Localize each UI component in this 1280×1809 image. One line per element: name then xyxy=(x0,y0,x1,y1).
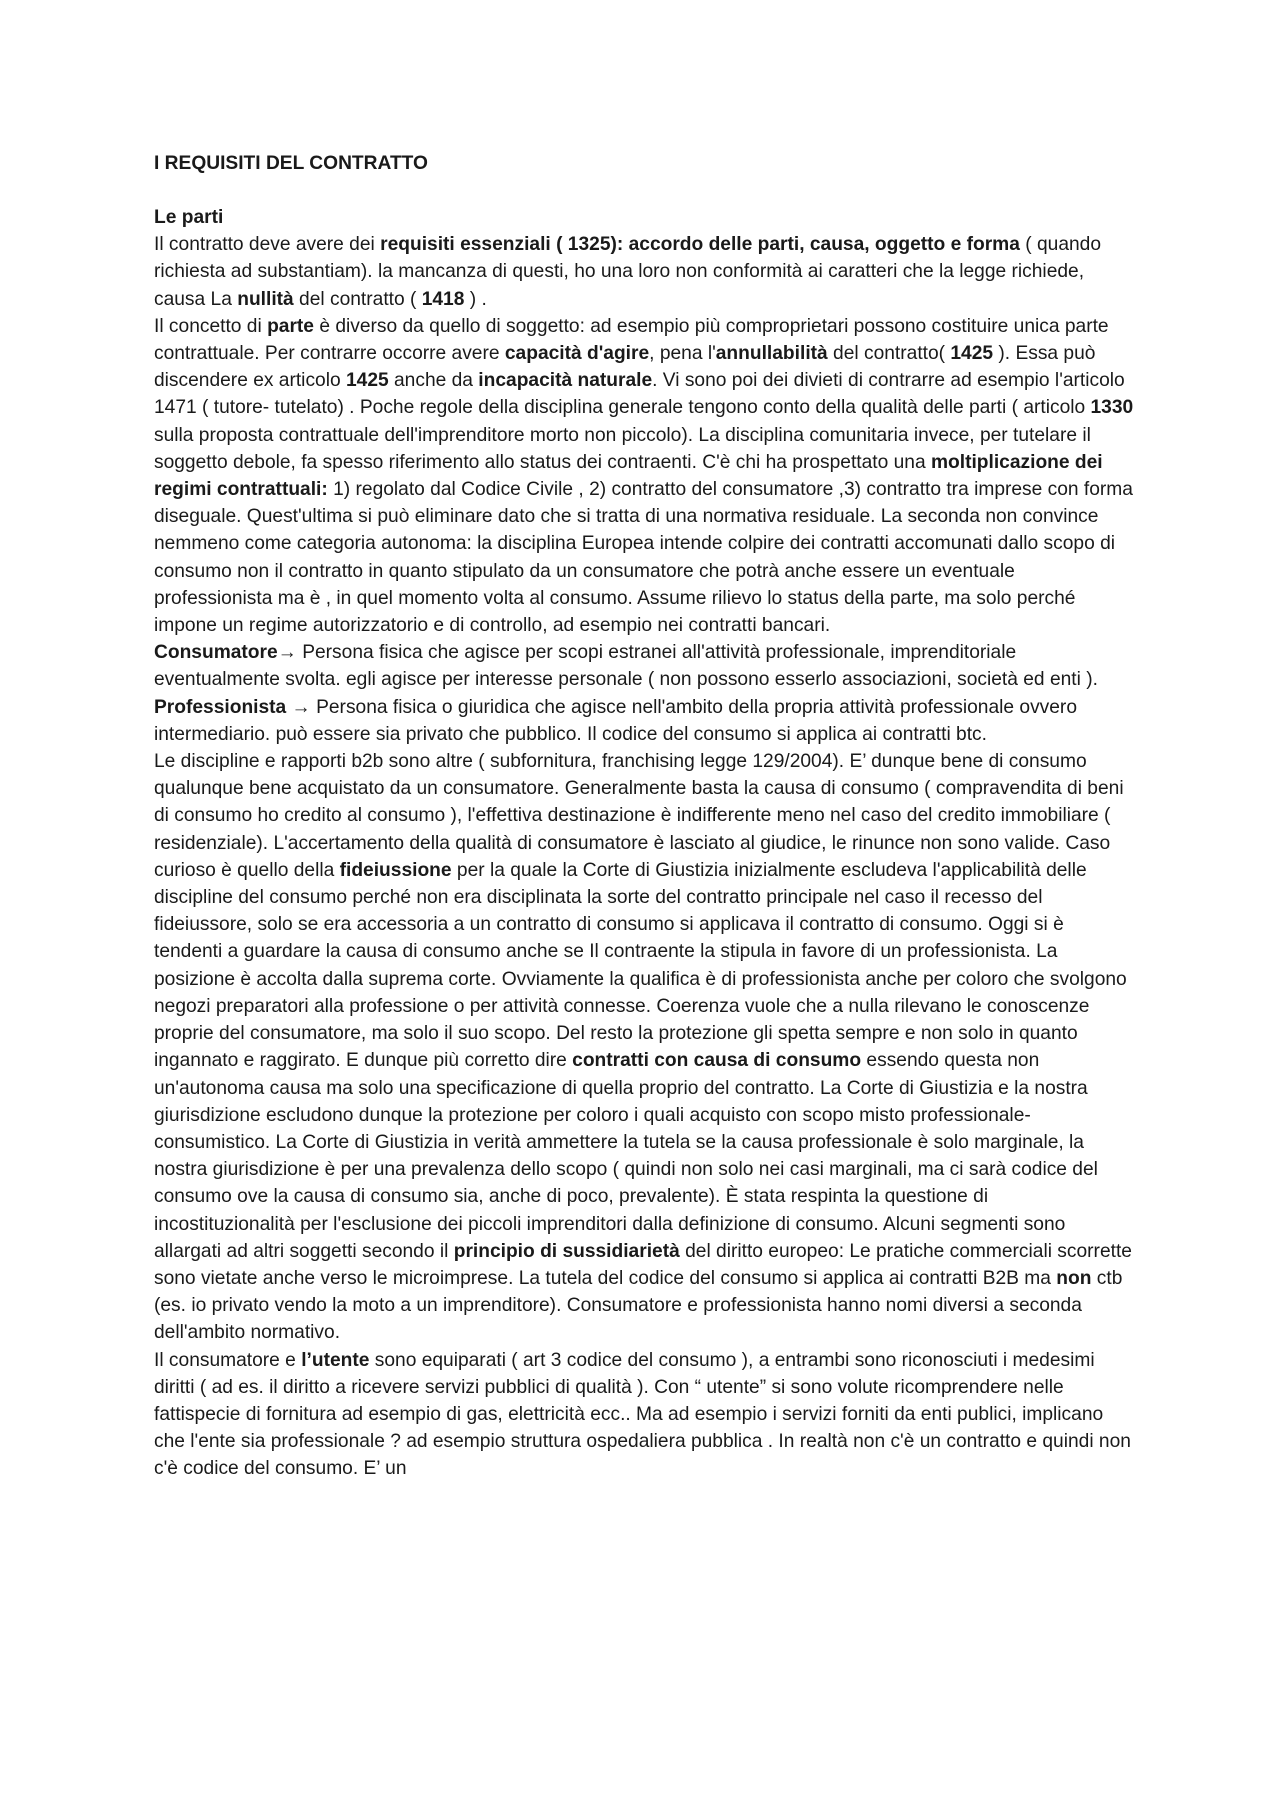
text-run: ). Essa può discendere ex articolo xyxy=(154,343,1096,392)
text-run: è diverso da quello di soggetto: ad esempio più comproprietari possono costituire unica parte contrattuale. Per contrarre occorre avere xyxy=(154,315,1109,365)
bold-text-run: nullità xyxy=(237,288,294,310)
text-run: per la quale la Corte di Giustizia inizialmente escludeva l'applicabilità delle discipline del consumo perché non era disciplinata la sorte del contratto principale nel caso il recesso del fideiussore, solo se era accessoria a un contratto di consumo si applicava il contratto di consumo. Oggi si è tendenti a guardare la causa di consumo anche se Il contraente la stipula in favore di un professionista. La posizione è accolta dalla suprema corte. Ovviamente la qualifica è di professionista anche per coloro che svolgono negozi preparatori alla professione o per attività connesse. Coerenza vuole che a nulla rilevano le conoscenze proprie del consumatore, ma solo il suo scopo. Del resto la protezione gli spetta sempre e non solo in quanto ingannato e raggirato. E dunque più corretto dire xyxy=(154,859,1127,1072)
text-run: ( quando richiesta ad substantiam). la mancanza di questi, ho una loro non conformità ai caratteri che la legge richiede, causa La xyxy=(154,234,1102,310)
spacer xyxy=(154,177,1134,204)
text-run: 1) regolato dal Codice Civile , 2) contratto del consumatore ,3) contratto tra imprese con forma diseguale. Quest'ultima si può eliminare dato che si tratta di una normativa residuale. La seconda non convince nemmeno come categoria autonoma: la disciplina Europea intende colpire dei contratti accomunati dallo scopo di consumo non il contratto in quanto stipulato da un consumatore che potrà anche essere un eventuale professionista ma è , in quel momento volta al consumo. Assume rilievo lo status della parte, ma solo perché impone un regime autorizzatorio e di controllo, ad esempio nei contratti bancari. xyxy=(154,479,1133,637)
text-run: Il contratto deve avere dei xyxy=(154,234,381,256)
paragraph-b2b xyxy=(154,748,1134,1346)
bold-text-run: annullabilità xyxy=(715,343,828,365)
text-run: Le discipline e rapporti b2b sono altre ( subfornitura, franchising legge 129/2004). E’ dunque bene di consumo qualunque bene acquistato da un consumatore. Generalmente basta la causa di consumo ( compravendita di beni di consumo ho credito al consumo ), l'effettiva destinazione è indifferente meno nel caso del credito immobiliare ( residenziale). L'accertamento della qualità di consumatore è lasciato al giudice, le rinunce non sono valide. Caso curioso è quello della xyxy=(154,751,1124,881)
text-run: sono equiparati ( art 3 codice del consumo ), a entrambi sono riconosciuti i medesimi diritti ( ad es. il diritto a ricevere servizi pubblici di qualità ). Con “ utente” si sono volute ricomprendere nelle fattispecie di fornitura ad esempio di gas, elettricità ecc.. Ma ad esempio i servizi forniti da enti publici, implicano che l'ente sia professionale ? ad esempio struttura ospedaliera pubblica . In realtà non c'è un contratto e quindi non c'è codice del consumo. E’ un xyxy=(154,1349,1131,1480)
paragraph-consumatore xyxy=(154,639,1134,693)
text-run: Il concetto di xyxy=(154,315,268,337)
bold-text-run: non xyxy=(1056,1267,1092,1289)
section-heading: Le parti xyxy=(154,207,224,228)
document-title: I REQUISITI DEL CONTRATTO xyxy=(154,153,428,174)
text-run: Persona fisica che agisce per scopi estranei all'attività professionale, imprenditoriale eventualmente svolta. egli agisce per interesse personale ( non possono esserlo associazioni, società ed enti ). xyxy=(154,642,1098,691)
text-run: ctb (es. io privato vendo la moto a un imprenditore). Consumatore e professionista hanno nomi diversi a seconda dell'ambito normativo. xyxy=(154,1267,1123,1344)
bold-text-run: parte xyxy=(267,315,314,337)
bold-text-run: Professionista → xyxy=(154,696,311,718)
paragraph-parte xyxy=(154,313,1134,639)
bold-text-run: 1418 xyxy=(421,288,465,310)
bold-text-run: l’utente xyxy=(301,1349,370,1371)
text-run: ) . xyxy=(464,288,487,310)
paragraph-requisiti xyxy=(154,231,1134,313)
text-run: anche da xyxy=(388,370,479,392)
paragraph-utente xyxy=(154,1347,1134,1483)
document-body xyxy=(154,150,1134,1483)
text-run: . Vi sono poi dei divieti di contrarre ad esempio l'articolo 1471 ( tutore- tutelato) . Poche regole della disciplina generale tengono conto della qualità delle parti ( articolo xyxy=(154,370,1125,419)
bold-text-run: principio di sussidiarietà xyxy=(453,1240,680,1262)
text-run: essendo questa non un'autonoma causa ma solo una specificazione di quella proprio del contratto. La Corte di Giustizia e la nostra giurisdizione escludono dunque la protezione per coloro i quali acquisto con scopo misto professionale- consumistico. La Corte di Giustizia in verità ammettere la tutela se la causa professionale è solo marginale, la nostra giurisdizione è per una prevalenza dello scopo ( quindi non solo nei casi marginali, ma ci sarà codice del consumo ove la causa di consumo sia, anche di poco, prevalente). È stata respinta la questione di incostituzionalità per l'esclusione dei piccoli imprenditori dalla definizione di consumo. Alcuni segmenti sono allargati ad altri soggetti secondo il xyxy=(154,1050,1098,1262)
bold-text-run: contratti con causa di consumo xyxy=(572,1050,862,1072)
text-run: Il consumatore e xyxy=(154,1349,302,1371)
text-run: del contratto ( xyxy=(293,288,422,310)
text-run: del contratto( xyxy=(827,343,951,365)
text-run: Persona fisica o giuridica che agisce nell'ambito della propria attività professionale ovvero intermediario. può essere sia privato che pubblico. Il codice del consumo si applica ai contratti btc. xyxy=(154,696,1077,745)
bold-text-run: fideiussione xyxy=(339,859,452,881)
bold-text-run: 1425 xyxy=(950,343,994,365)
text-run: , pena l' xyxy=(649,343,716,365)
bold-text-run: 1425 xyxy=(345,370,389,392)
bold-text-run: requisiti essenziali ( 1325): accordo delle parti, causa, oggetto e forma xyxy=(380,234,1020,256)
bold-text-run: capacità d'agire xyxy=(504,343,650,365)
text-run: del diritto europeo: Le pratiche commerciali scorrette sono vietate anche verso le microimprese. La tutela del codice del consumo si applica ai contratti B2B ma xyxy=(154,1240,1132,1289)
bold-text-run: moltiplicazione dei regimi contrattuali: xyxy=(154,451,1103,501)
bold-text-run: incapacità naturale xyxy=(478,370,653,392)
paragraph-professionista xyxy=(154,694,1134,748)
bold-text-run: 1330 xyxy=(1090,397,1134,419)
text-run: sulla proposta contrattuale dell'imprenditore morto non piccolo). La disciplina comunitaria invece, per tutelare il soggetto debole, fa spesso riferimento allo status dei contraenti. C'è chi ha prospettato una xyxy=(154,424,1091,473)
bold-text-run: Consumatore→ xyxy=(154,642,297,664)
